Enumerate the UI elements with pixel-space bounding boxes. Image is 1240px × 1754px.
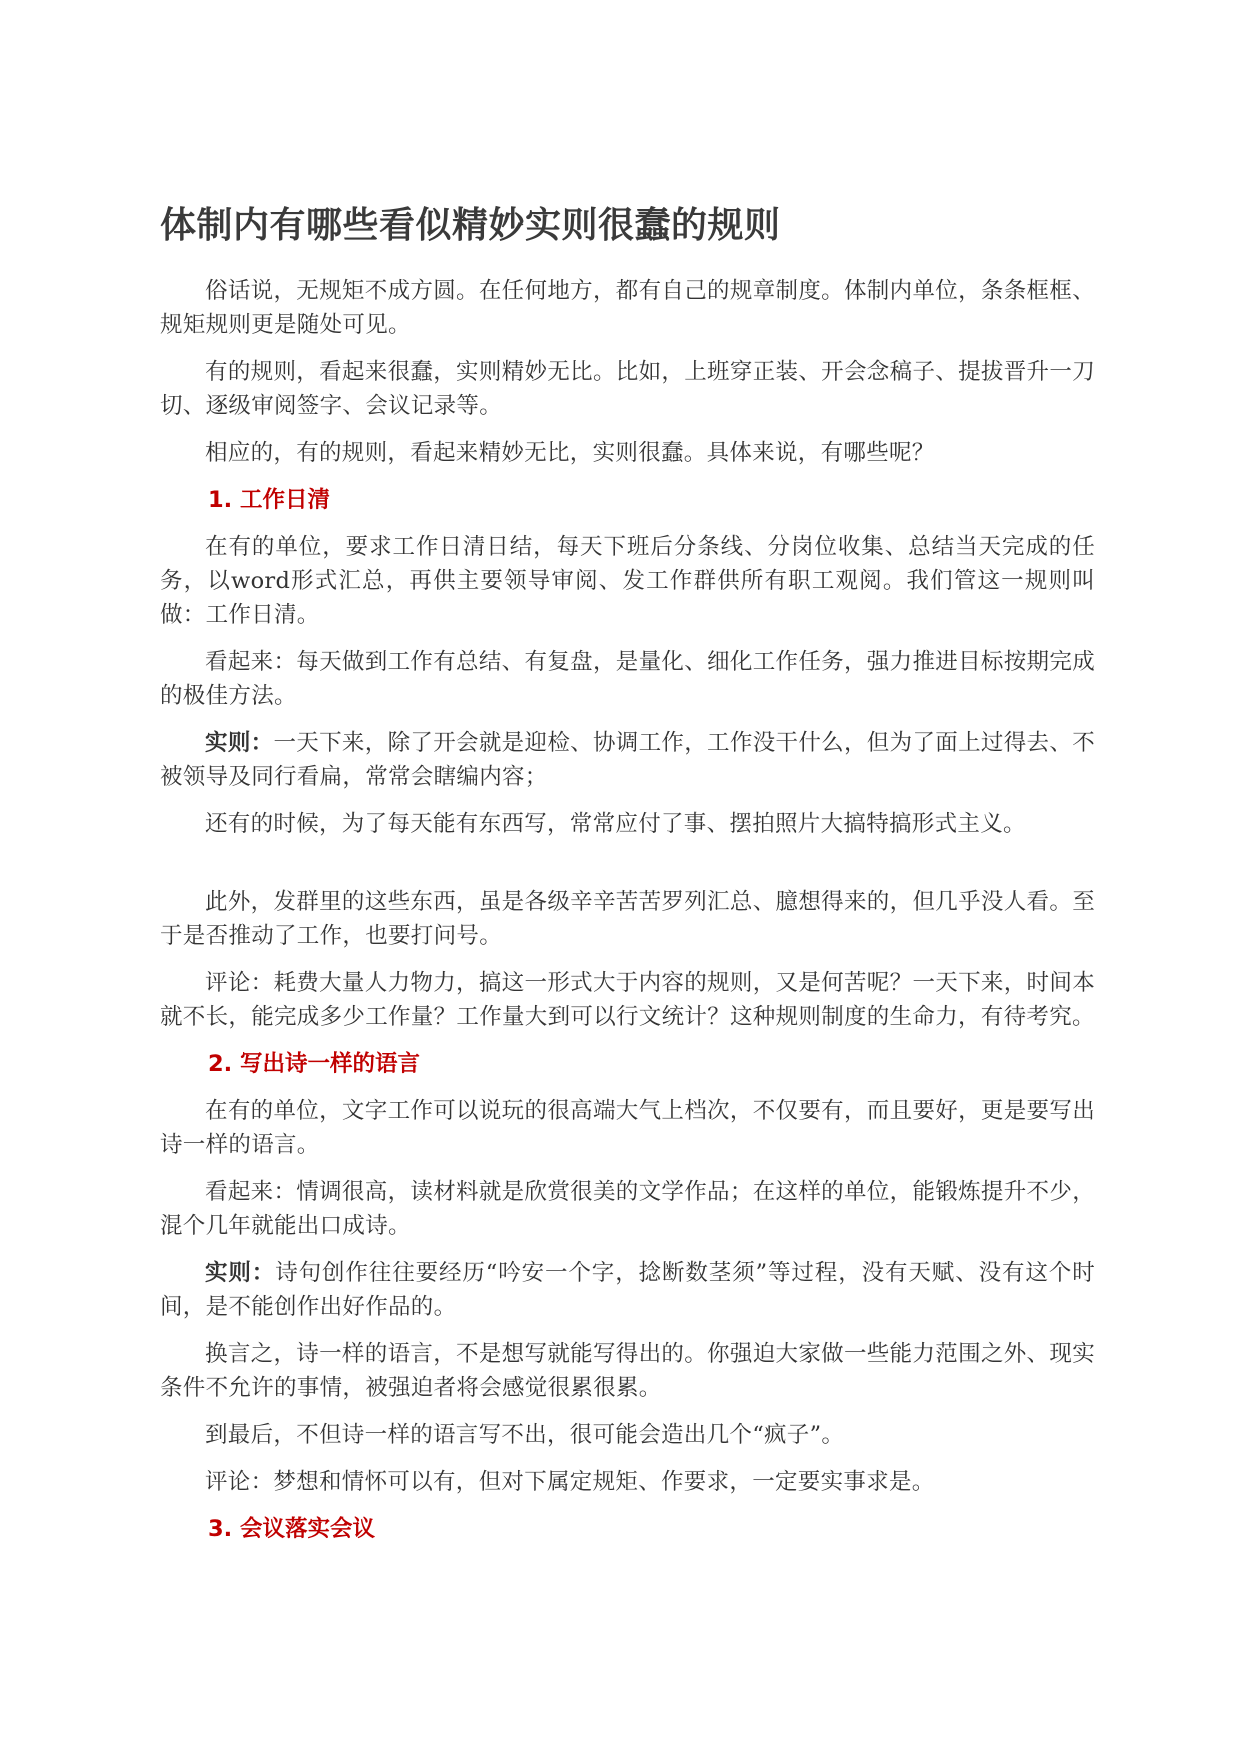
section-2-heading: 2. 写出诗一样的语言: [208, 1051, 421, 1077]
section-1-paragraph-3: [160, 726, 1095, 794]
reality-label: 实则：: [205, 730, 274, 756]
document-page: [160, 200, 1095, 1559]
section-1-heading: 1. 工作日清: [208, 487, 331, 513]
reality-text: 一天下来，除了开会就是迎检、协调工作，工作没干什么，但为了面上过得去、不被领导及同行看扁，常常会瞎编内容；: [160, 730, 1095, 790]
reality-text: 诗句创作往往要经历“吟安一个字，捻断数茎须”等过程，没有天赋、没有这个时间，是不能创作出好作品的。: [160, 1260, 1095, 1320]
section-3-heading: 3. 会议落实会议: [208, 1516, 376, 1542]
section-2-paragraph-4: 换言之，诗一样的语言，不是想写就能写得出的。你强迫大家做一些能力范围之外、现实条件不允许的事情，被强迫者将会感觉很累很累。: [160, 1341, 1095, 1401]
section-2-paragraph-3: [160, 1256, 1095, 1324]
intro-paragraph-3: 相应的，有的规则，看起来精妙无比，实则很蠢。具体来说，有哪些呢？: [205, 440, 935, 466]
section-2-paragraph-2: 看起来：情调很高，读材料就是欣赏很美的文学作品；在这样的单位，能锻炼提升不少，混个几年就能出口成诗。: [160, 1179, 1095, 1239]
section-1-paragraph-1: 在有的单位，要求工作日清日结，每天下班后分条线、分岗位收集、总结当天完成的任务，以word形式汇总，再供主要领导审阅、发工作群供所有职工观阅。我们管这一规则叫做：工作日清。: [160, 534, 1095, 628]
article-title: 体制内有哪些看似精妙实则很蠢的规则: [160, 205, 781, 246]
section-1-comment: 评论：耗费大量人力物力，搞这一形式大于内容的规则，又是何苦呢？一天下来，时间本就不长，能完成多少工作量？工作量大到可以行文统计？这种规则制度的生命力，有待考究。: [160, 970, 1095, 1030]
intro-paragraph-1: 俗话说，无规矩不成方圆。在任何地方，都有自己的规章制度。体制内单位，条条框框、规矩规则更是随处可见。: [160, 278, 1095, 338]
reality-label: 实则：: [205, 1260, 276, 1286]
intro-paragraph-2: 有的规则，看起来很蠢，实则精妙无比。比如，上班穿正装、开会念稿子、提拔晋升一刀切、逐级审阅签字、会议记录等。: [160, 359, 1095, 419]
section-1-paragraph-2: 看起来：每天做到工作有总结、有复盘，是量化、细化工作任务，强力推进目标按期完成的极佳方法。: [160, 649, 1095, 709]
section-1-paragraph-5: 此外，发群里的这些东西，虽是各级辛辛苦苦罗列汇总、臆想得来的，但几乎没人看。至于是否推动了工作，也要打问号。: [160, 889, 1095, 949]
section-1-paragraph-4: 还有的时候，为了每天能有东西写，常常应付了事、摆拍照片大搞特搞形式主义。: [205, 811, 1026, 837]
section-2-comment: 评论：梦想和情怀可以有，但对下属定规矩、作要求，一定要实事求是。: [205, 1469, 935, 1495]
section-2-paragraph-1: 在有的单位，文字工作可以说玩的很高端大气上档次，不仅要有，而且要好，更是要写出诗一样的语言。: [160, 1098, 1095, 1158]
section-2-paragraph-5: 到最后，不但诗一样的语言写不出，很可能会造出几个“疯子”。: [205, 1422, 845, 1448]
